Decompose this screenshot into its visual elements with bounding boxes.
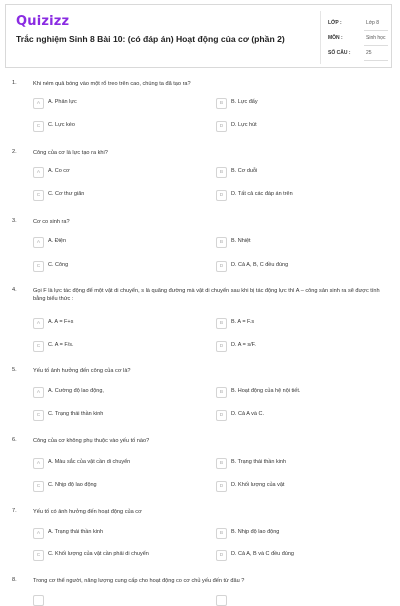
meta-subject [328, 32, 388, 46]
meta-label: MÔN : [328, 35, 343, 41]
option-d[interactable] [216, 261, 361, 272]
option-letter-badge: A [33, 237, 44, 248]
option-text: A. Trạng thái thần kinh [48, 529, 104, 535]
question-text: Công của cơ là lực tạo ra khi? [33, 150, 108, 156]
option-letter-badge: C [33, 121, 44, 132]
option-d[interactable] [216, 341, 361, 352]
option-d[interactable] [216, 121, 361, 132]
question-text: Trong cơ thể người, năng lượng cung cấp cho hoạt động co cơ chủ yếu đến từ đâu ? [33, 578, 245, 584]
option-b[interactable] [216, 387, 361, 398]
option-text: D. Cả A, B, C đều đúng [231, 262, 289, 268]
option-text: D. Tất cả các đáp án trên [231, 191, 293, 197]
option-text: B. Cơ duỗi [231, 168, 258, 174]
option-a[interactable] [33, 318, 178, 329]
option-letter-badge: A [33, 98, 44, 109]
option-letter-badge: D [216, 410, 227, 421]
meta-grade [328, 17, 388, 31]
option-text: C. Trạng thái thần kinh [48, 411, 104, 417]
option-letter-badge: B [216, 458, 227, 469]
meta-label: SỐ CÂU : [328, 50, 351, 56]
option-letter-badge: B [216, 528, 227, 539]
question-text: Yếu tố có ảnh hưởng đến hoạt động của cơ [33, 509, 142, 515]
option-text: D. Cả A, B và C đều đúng [231, 551, 294, 557]
option-text: A. Cường độ lao động, [48, 388, 104, 394]
option-text: A. Điện [48, 238, 67, 244]
meta-question-count [328, 47, 388, 61]
option-letter-badge: A [33, 387, 44, 398]
option-a[interactable] [33, 98, 178, 109]
option-text: C. Công [48, 262, 69, 268]
option-c[interactable] [33, 121, 178, 132]
option-letter-badge: D [216, 121, 227, 132]
question-number: 5. [12, 367, 17, 373]
option-letter-badge: D [216, 261, 227, 272]
option-a[interactable] [33, 167, 178, 178]
question-text: Công của cơ không phụ thuộc vào yếu tố nào? [33, 438, 150, 444]
option-letter-badge: A [33, 167, 44, 178]
option-letter-badge: D [216, 341, 227, 352]
option-letter-badge: C [33, 550, 44, 561]
option-d[interactable] [216, 481, 361, 492]
meta-underline [364, 45, 388, 46]
option-text: C. Khối lượng của vật cần phải di chuyển [48, 551, 149, 557]
option-text: C. A = F/s. [48, 342, 74, 348]
meta-label: LỚP : [328, 20, 342, 26]
meta-underline [364, 30, 388, 31]
option-text: B. Lực đẩy [231, 99, 258, 105]
worksheet-header [5, 4, 392, 68]
option-letter-badge: B [216, 387, 227, 398]
option-text: C. Lực kéo [48, 122, 75, 128]
meta-value: Sinh học [366, 35, 386, 41]
question-number: 7. [12, 508, 17, 514]
option-text: A. Phản lực [48, 99, 77, 105]
option-letter-badge: B [216, 237, 227, 248]
option-letter-badge: C [33, 261, 44, 272]
option-c[interactable] [33, 261, 178, 272]
option-b[interactable] [216, 528, 361, 539]
question-text: Yếu tố ảnh hưởng đến công của cơ là? [33, 368, 131, 374]
question-number: 6. [12, 437, 17, 443]
option-letter-badge: A [33, 528, 44, 539]
option-a[interactable] [33, 528, 178, 539]
question-number: 3. [12, 218, 17, 224]
meta-value: 25 [366, 50, 372, 56]
option-b[interactable] [216, 98, 361, 109]
option-letter-badge [33, 595, 44, 606]
option-b[interactable] [216, 595, 361, 606]
option-c[interactable] [33, 550, 178, 561]
option-a[interactable] [33, 387, 178, 398]
option-c[interactable] [33, 190, 178, 201]
option-text: B. Nhịp độ lao động [231, 529, 280, 535]
option-letter-badge: C [33, 341, 44, 352]
option-letter-badge: D [216, 481, 227, 492]
quizizz-logo: Quizizz [16, 14, 70, 29]
question-text: Cơ co sinh ra? [33, 219, 70, 225]
option-letter-badge: C [33, 410, 44, 421]
option-letter-badge: B [216, 318, 227, 329]
option-text: B. Hoạt động của hệ nội tiết. [231, 388, 301, 394]
option-text: B. Trạng thái thần kinh [231, 459, 287, 465]
option-letter-badge: A [33, 318, 44, 329]
question-number: 2. [12, 149, 17, 155]
question-number: 1. [12, 80, 17, 86]
option-b[interactable] [216, 318, 361, 329]
option-text: B. Nhiệt [231, 238, 251, 244]
header-divider [320, 11, 321, 64]
question-number: 8. [12, 577, 17, 583]
option-letter-badge: C [33, 481, 44, 492]
option-letter-badge: C [33, 190, 44, 201]
option-text: D. Cả A và C. [231, 411, 265, 417]
option-d[interactable] [216, 410, 361, 421]
option-letter-badge: B [216, 98, 227, 109]
option-letter-badge: D [216, 190, 227, 201]
option-letter-badge [216, 595, 227, 606]
option-letter-badge: B [216, 167, 227, 178]
option-letter-badge: D [216, 550, 227, 561]
option-b[interactable] [216, 167, 361, 178]
question-text: Khi ném quả bóng vào một rổ treo trên cao, chúng ta đã tạo ra? [33, 81, 191, 87]
option-text: C. Cơ thư giãn [48, 191, 85, 197]
option-c[interactable] [33, 410, 178, 421]
meta-value: Lớp 8 [366, 20, 380, 26]
meta-underline [364, 60, 388, 61]
option-d[interactable] [216, 190, 361, 201]
option-a[interactable] [33, 595, 178, 606]
question-text: Gọi F là lực tác động để một vật di chuyển, s là quãng đường mà vật di chuyển sau khi bị tác động lực thì A – công sản sinh ra sẽ được tính bằng biểu thức : [33, 288, 380, 302]
option-text: B. A = F.s [231, 319, 255, 325]
option-d[interactable] [216, 550, 361, 561]
option-letter-badge: A [33, 458, 44, 469]
option-text: A. A = F+s [48, 319, 74, 325]
option-a[interactable] [33, 237, 178, 248]
option-text: C. Nhịp độ lao động [48, 482, 97, 488]
option-b[interactable] [216, 237, 361, 248]
option-a[interactable] [33, 458, 178, 469]
option-text: D. Lực hút [231, 122, 257, 128]
page-title: Trắc nghiệm Sinh 8 Bài 10: (có đáp án) Hoạt động của cơ (phần 2) [16, 34, 285, 44]
option-c[interactable] [33, 481, 178, 492]
option-text: A. Co cơ [48, 168, 70, 174]
option-text: D. A = s/F. [231, 342, 256, 348]
option-text: D. Khối lượng của vật [231, 482, 285, 488]
option-c[interactable] [33, 341, 178, 352]
option-text: A. Màu sắc của vật cần di chuyển [48, 459, 131, 465]
question-number: 4. [12, 287, 17, 293]
option-b[interactable] [216, 458, 361, 469]
